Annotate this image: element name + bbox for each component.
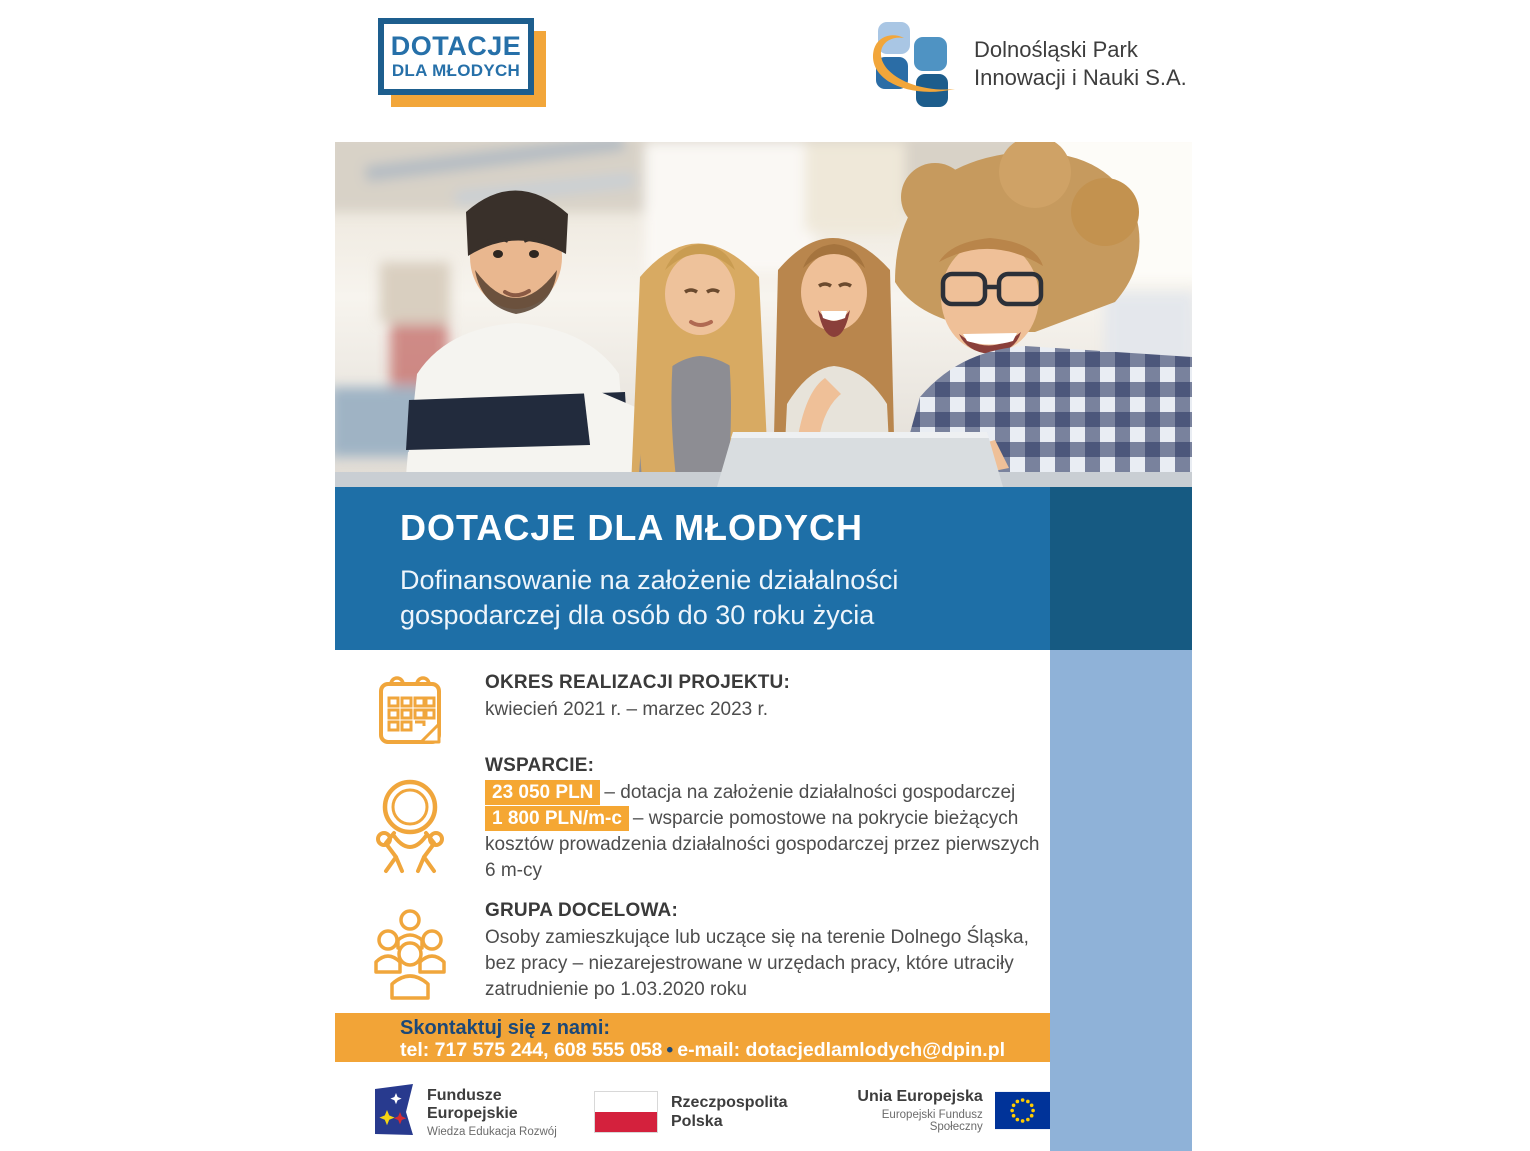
- eu-funds-sub: Wiedza Edukacja Rozwój: [427, 1125, 557, 1138]
- brand-logo-line2: DLA MŁODYCH: [391, 61, 521, 80]
- section-wsparcie: [335, 755, 1050, 884]
- amount-chip-1800: 1 800 PLN/m-c: [485, 806, 629, 831]
- poster-subtitle: Dofinansowanie na założenie działalności gospodarczej dla osób do 30 roku życia: [400, 565, 899, 630]
- poland-line2: Polska: [671, 1113, 723, 1130]
- dotacje-dla-mlodych-logo: [378, 18, 548, 108]
- photo-young-people: [335, 142, 1192, 487]
- footer-logos-row: [335, 1062, 1050, 1151]
- poland-logo: [595, 1092, 787, 1132]
- poster-title: DOTACJE DLA MŁODYCH: [400, 507, 863, 548]
- logo-blue-box: [378, 18, 534, 95]
- dpin-logo-mark: [858, 16, 960, 111]
- european-union-logo: [833, 1088, 1050, 1133]
- poland-text: [671, 1093, 787, 1131]
- calendar-icon: [377, 672, 443, 752]
- section-body-grupa: Osoby zamieszkujące lub uczące się na terenie Dolnego Śląska, bez pracy – niezarejestrowane w urzędach pracy, które utraciły zatrudnienie po 1.03.2020 roku: [485, 927, 1029, 1000]
- eu-line1: Unia Europejska: [857, 1088, 983, 1105]
- eu-text: [833, 1088, 983, 1133]
- eu-funds-flag-icon: [375, 1084, 415, 1140]
- poster: [335, 142, 1192, 1151]
- section-grupa-docelowa: [335, 900, 1050, 1006]
- contact-band: [335, 1013, 1050, 1062]
- photo-illustration: [335, 142, 1192, 487]
- contact-separator: •: [666, 1039, 674, 1061]
- eu-funds-line2: Europejskie: [427, 1104, 518, 1122]
- coin-carriers-icon: [368, 777, 452, 881]
- content-area: [335, 650, 1050, 1013]
- section-body-okres: kwiecień 2021 r. – marzec 2023 r.: [485, 699, 769, 720]
- wsparcie-item-1: [485, 780, 1045, 806]
- section-project-period: [335, 672, 1050, 752]
- dpin-logo: [858, 16, 1187, 111]
- wsparcie-item-2: [485, 806, 1045, 884]
- section-heading-grupa: GRUPA DOCELOWA:: [485, 900, 678, 921]
- section-heading-wsparcie: WSPARCIE:: [485, 755, 595, 776]
- dpin-name-line2: Innowacji i Nauki S.A.: [974, 64, 1187, 90]
- eu-flag-icon: [995, 1091, 1050, 1130]
- contact-email: e-mail: dotacjedlamlodych@dpin.pl: [677, 1039, 1006, 1061]
- wsparcie-item-2-text: – wsparcie pomostowe na pokrycie bieżących kosztów prowadzenia działalności gospodarczej przez pierwszych 6 m-cy: [485, 808, 1040, 881]
- dpin-name-line1: Dolnośląski Park: [974, 36, 1138, 62]
- contact-phones: tel: 717 575 244, 608 555 058: [400, 1039, 663, 1061]
- title-band: [335, 487, 1192, 650]
- contact-heading: Skontaktuj się z nami:: [400, 1017, 611, 1039]
- title-band-dark-segment: [1050, 487, 1192, 650]
- wsparcie-item-1-text: – dotacja na założenie działalności gospodarczej: [604, 782, 1016, 803]
- section-heading-okres: OKRES REALIZACJI PROJEKTU:: [485, 672, 791, 693]
- eu-funds-text: [427, 1087, 557, 1138]
- dpin-logo-text: [974, 36, 1187, 92]
- eu-sub: Europejski Fundusz Społeczny: [881, 1109, 983, 1133]
- people-group-icon: [372, 906, 448, 1006]
- contact-details: [400, 1039, 1050, 1062]
- amount-chip-23050: 23 050 PLN: [485, 780, 600, 805]
- light-blue-strip: [1050, 650, 1192, 1151]
- fundusze-europejskie-logo: [375, 1084, 557, 1140]
- poland-flag-icon: [595, 1092, 657, 1132]
- eu-funds-line1: Fundusze: [427, 1086, 502, 1104]
- poland-line1: Rzeczpospolita: [671, 1094, 788, 1111]
- brand-logo-line1: DOTACJE: [390, 31, 522, 61]
